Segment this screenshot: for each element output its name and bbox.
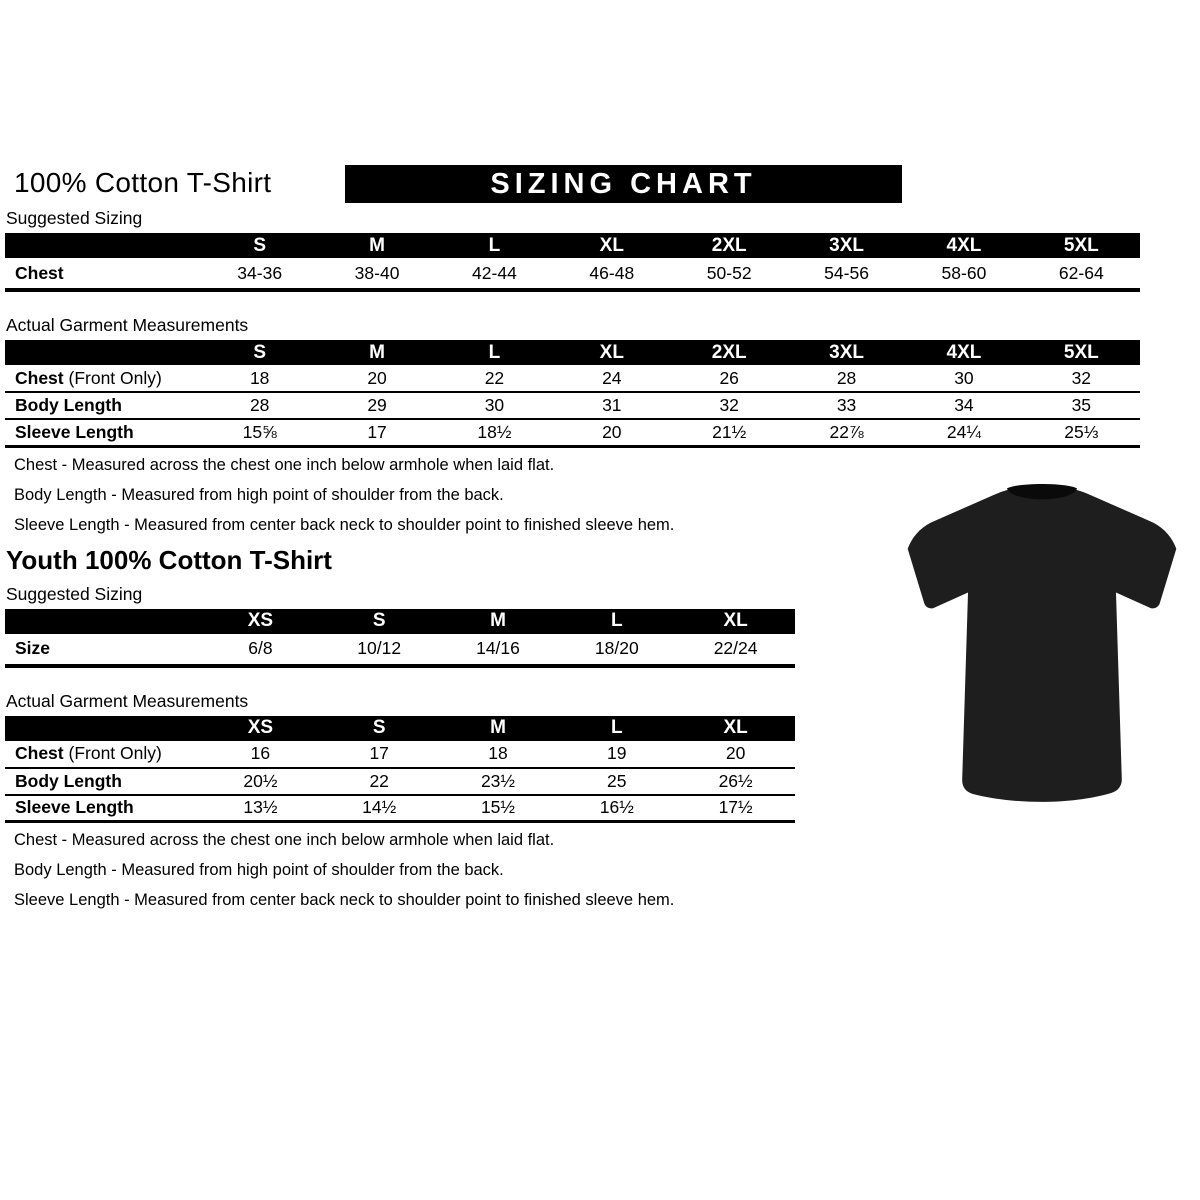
- youth-actual-measurements-label: Actual Garment Measurements: [6, 690, 249, 711]
- measurement-row: [5, 795, 795, 822]
- tshirt-body-shape: [908, 485, 1177, 801]
- measurement-cell: 10/12: [357, 638, 402, 658]
- measurement-cell: 23½: [480, 770, 516, 791]
- size-column-header: 2XL: [671, 340, 788, 365]
- header-label-spacer: [5, 609, 201, 634]
- measurement-cell: 62-64: [1058, 262, 1104, 283]
- measurement-cell: 34-36: [237, 262, 283, 283]
- adult-suggested-sizing-table: [5, 233, 1140, 292]
- measurement-cell: 34: [954, 395, 974, 415]
- measurement-cell: 17: [369, 743, 389, 763]
- size-header-row: [5, 233, 1140, 258]
- header-label-spacer: [5, 716, 201, 741]
- measurement-cell: 33: [836, 395, 857, 415]
- measurement-row: [5, 634, 795, 666]
- measurement-cell: 14½: [362, 797, 397, 818]
- size-column-header: XL: [676, 716, 795, 741]
- measurement-cell: 20: [602, 421, 622, 442]
- size-column-header: 3XL: [788, 233, 905, 258]
- size-column-header: M: [318, 340, 435, 365]
- measurement-cell: 18: [249, 367, 270, 388]
- sizing-chart-banner: SIZING CHART: [345, 165, 902, 203]
- header-label-spacer: [5, 233, 201, 258]
- size-column-header: S: [320, 609, 439, 634]
- measurement-cell: 14/16: [476, 638, 520, 658]
- row-label: Body Length: [15, 770, 122, 791]
- measurement-cell: 15⅝: [242, 421, 277, 442]
- measurement-row: [5, 365, 1140, 392]
- measurement-cell: 42-44: [472, 262, 517, 283]
- row-label: Size: [15, 638, 51, 658]
- measurement-cell: 38-40: [354, 262, 400, 283]
- measurement-cell: 21½: [712, 421, 747, 442]
- measurement-cell: 13½: [243, 797, 278, 818]
- note-chest: Chest - Measured across the chest one inch below armhole when laid flat.: [14, 455, 555, 474]
- size-column-header: 4XL: [905, 233, 1022, 258]
- row-label: Chest: [15, 262, 64, 283]
- measurement-cell: 25⅓: [1064, 421, 1099, 442]
- note-body-length: Body Length - Measured from high point of shoulder from the back.: [14, 861, 504, 879]
- measurement-cell: 17: [367, 421, 387, 442]
- note-chest: Chest - Measured across the chest one inch below armhole when laid flat.: [14, 831, 555, 849]
- measurement-cell: 18: [488, 743, 508, 763]
- adult-actual-measurements-table: [5, 340, 1140, 448]
- youth-actual-measurements-table: [5, 716, 795, 824]
- measurement-cell: 22: [369, 770, 389, 791]
- measurement-cell: 28: [249, 395, 270, 415]
- youth-suggested-sizing-table: [5, 609, 795, 668]
- measurement-cell: 32: [1071, 367, 1092, 388]
- measurement-cell: 20½: [243, 770, 278, 791]
- size-column-header: XL: [676, 609, 795, 634]
- measurement-cell: 30: [484, 395, 505, 415]
- youth-suggested-sizing-label: Suggested Sizing: [6, 583, 143, 604]
- row-label: Sleeve Length: [15, 797, 134, 818]
- measurement-cell: 24¼: [946, 421, 981, 442]
- measurement-cell: 22: [484, 367, 505, 388]
- header-label-spacer: [5, 340, 201, 365]
- measurement-cell: 58-60: [941, 262, 987, 283]
- measurement-cell: 17½: [718, 797, 753, 818]
- page-title: 100% Cotton T-Shirt: [14, 167, 272, 198]
- measurement-row: [5, 392, 1140, 419]
- size-column-header: 4XL: [905, 340, 1022, 365]
- measurement-row: [5, 741, 795, 768]
- note-sleeve-length: Sleeve Length - Measured from center back neck to shoulder point to finished sleeve hem.: [14, 515, 675, 534]
- measurement-cell: 26: [719, 367, 739, 388]
- measurement-cell: 22⅞: [829, 421, 864, 442]
- youth-measurement-notes: [14, 831, 1200, 910]
- size-column-header: M: [439, 716, 558, 741]
- measurement-cell: 31: [602, 395, 622, 415]
- measurement-cell: 6/8: [248, 638, 273, 658]
- measurement-cell: 16: [250, 743, 271, 763]
- size-column-header: XL: [553, 340, 670, 365]
- measurement-cell: 15½: [480, 797, 516, 818]
- measurement-cell: 46-48: [589, 262, 635, 283]
- size-column-header: L: [436, 340, 553, 365]
- measurement-cell: 16½: [599, 797, 634, 818]
- measurement-cell: 20: [367, 367, 387, 388]
- measurement-row: [5, 258, 1140, 290]
- black-tshirt-image: [896, 474, 1188, 822]
- measurement-cell: 35: [1071, 395, 1092, 415]
- size-column-header: XS: [201, 609, 320, 634]
- adult-actual-measurements-label: Actual Garment Measurements: [6, 315, 249, 335]
- measurement-cell: 18½: [477, 421, 512, 442]
- size-column-header: S: [201, 340, 318, 365]
- measurement-cell: 22/24: [713, 638, 758, 658]
- row-label: Chest (Front Only): [15, 367, 162, 388]
- size-column-header: L: [436, 233, 553, 258]
- measurement-cell: 26½: [718, 770, 753, 791]
- row-label: Chest (Front Only): [15, 743, 162, 763]
- size-column-header: M: [439, 609, 558, 634]
- size-column-header: M: [318, 233, 435, 258]
- measurement-cell: 54-56: [824, 262, 869, 283]
- size-column-header: 2XL: [671, 233, 788, 258]
- size-header-row: [5, 716, 795, 741]
- measurement-cell: 32: [719, 395, 739, 415]
- measurement-cell: 25: [607, 770, 627, 791]
- size-header-row: [5, 340, 1140, 365]
- measurement-cell: 24: [602, 367, 622, 388]
- measurement-cell: 28: [836, 367, 857, 388]
- row-label: Body Length: [15, 395, 122, 415]
- measurement-cell: 50-52: [706, 262, 752, 283]
- size-column-header: S: [201, 233, 318, 258]
- measurement-cell: 19: [607, 743, 627, 763]
- size-column-header: L: [557, 609, 676, 634]
- measurement-row: [5, 768, 795, 795]
- adult-suggested-sizing-label: Suggested Sizing: [6, 208, 143, 228]
- size-column-header: XL: [553, 233, 670, 258]
- size-column-header: 5XL: [1023, 233, 1140, 258]
- note-body-length: Body Length - Measured from high point of shoulder from the back.: [14, 485, 504, 504]
- measurement-cell: 20: [725, 743, 746, 763]
- size-header-row: [5, 609, 795, 634]
- size-column-header: 5XL: [1023, 340, 1140, 365]
- youth-title: Youth 100% Cotton T-Shirt: [6, 544, 332, 575]
- size-column-header: S: [320, 716, 439, 741]
- size-column-header: L: [557, 716, 676, 741]
- note-sleeve-length: Sleeve Length - Measured from center back neck to shoulder point to finished sleeve hem.: [14, 891, 675, 909]
- size-column-header: XS: [201, 716, 320, 741]
- row-label: Sleeve Length: [15, 421, 134, 442]
- size-column-header: 3XL: [788, 340, 905, 365]
- measurement-row: [5, 419, 1140, 446]
- measurement-cell: 29: [367, 395, 387, 415]
- header-row: [0, 165, 1200, 203]
- measurement-cell: 18/20: [594, 638, 639, 658]
- measurement-cell: 30: [954, 367, 974, 388]
